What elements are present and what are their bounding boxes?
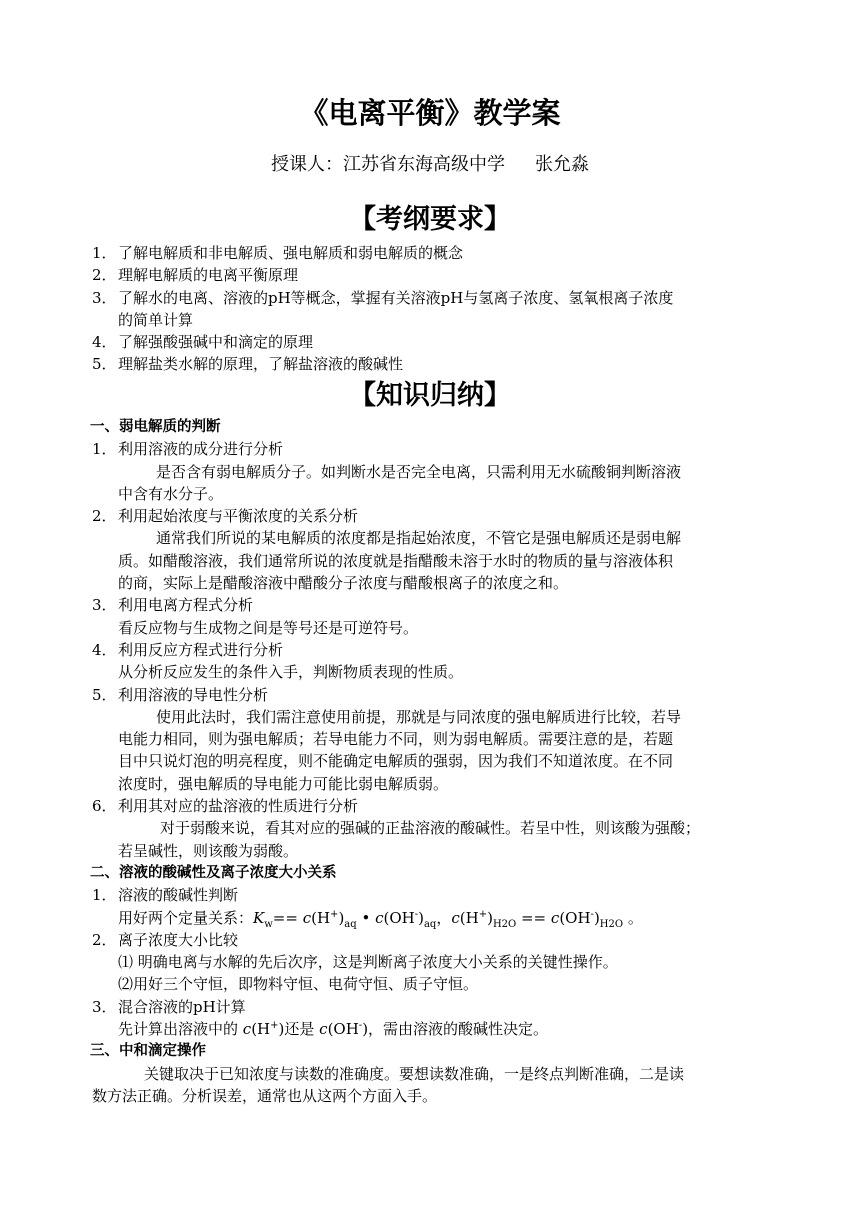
list-item: 3．利用电离方程式分析 <box>92 596 254 615</box>
section-heading-knowledge: 【知识归纳】 <box>349 380 511 411</box>
list-item: 1．溶液的酸碱性判断 <box>92 886 239 905</box>
paragraph-line: ⑴ 明确电离与水解的先后次序，这是判断离子浓度大小关系的关键性操作。 <box>118 953 618 972</box>
paragraph-line: 是否含有弱电解质分子。如判断水是否完全电离，只需利用无水硫酸铜判断溶液 <box>156 462 682 481</box>
formula-line: 用好两个定量关系：$K_w== c(H^+)_{aq}$ • $c(OH^-)_{aq}$，$c(H^+)_{H2O} == c(OH^-)_{H2O}$ 。 <box>118 908 643 930</box>
list-item: 6．利用其对应的盐溶液的性质进行分析 <box>92 797 359 816</box>
list-item: 2．理解电解质的电离平衡原理 <box>92 266 299 285</box>
paragraph-line: 的商，实际上是醋酸溶液中醋酸分子浓度与醋酸根离子的浓度之和。 <box>118 574 569 593</box>
paragraph-line: 电能力相同，则为强电解质；若导电能力不同，则为弱电解质。需要注意的是，若题 <box>118 730 674 749</box>
paragraph-line: 对于弱酸来说，看其对应的强碱的正盐溶液的酸碱性。若呈中性，则该酸为强酸； <box>160 819 701 838</box>
paragraph-line: 数方法正确。分析误差，通常也从这两个方面入手。 <box>92 1086 438 1105</box>
paragraph-line: 看反应物与生成物之间是等号还是可逆符号。 <box>118 618 419 637</box>
knowledge-body <box>92 416 772 1107</box>
list-item: 2．离子浓度大小比较 <box>92 930 239 949</box>
list-item: 3．混合溶液的pH计算 <box>92 997 246 1016</box>
requirements-list <box>92 242 772 376</box>
list-item-continuation: 的简单计算 <box>118 310 194 329</box>
section-heading-requirements: 【考纲要求】 <box>349 204 511 235</box>
author-name: 张允淼 <box>535 154 589 175</box>
list-item: 4．利用反应方程式进行分析 <box>92 640 284 659</box>
paragraph-line: 目中只说灯泡的明亮程度，则不能确定电解质的强弱，因为我们不知道浓度。在不同 <box>118 752 674 771</box>
paragraph-line: ⑵用好三个守恒，即物料守恒、电荷守恒、质子守恒。 <box>118 975 479 994</box>
paragraph-line: 中含有水分子。 <box>118 484 224 503</box>
author-line <box>0 152 860 178</box>
paragraph-line: 若呈碱性，则该酸为弱酸。 <box>118 841 299 860</box>
list-item: 5．利用溶液的导电性分析 <box>92 685 269 704</box>
paragraph-line: 质。如醋酸溶液，我们通常所说的浓度就是指醋酸未溶于水时的物质的量与溶液体积 <box>118 551 674 570</box>
list-item: 3．了解水的电离、溶液的pH等概念，掌握有关溶液pH与氢离子浓度、氢氧根离子浓度 <box>92 288 674 307</box>
author-label: 授课人：江苏省东海高级中学 <box>271 154 505 175</box>
part-title: 三、中和滴定操作 <box>90 1043 206 1060</box>
list-item: 4．了解强酸强碱中和滴定的原理 <box>92 333 314 352</box>
paragraph-line: 使用此法时，我们需注意使用前提，那就是与同浓度的强电解质进行比较，若导 <box>156 707 682 726</box>
part-title: 一、弱电解质的判断 <box>90 419 221 435</box>
list-item: 1．了解电解质和非电解质、强电解质和弱电解质的概念 <box>92 244 464 262</box>
paragraph-line: 关键取决于已知浓度与读数的准确度。要想读数准确，一是终点判断准确，二是读 <box>144 1064 685 1083</box>
part-title: 二、溶液的酸碱性及离子浓度大小关系 <box>90 864 337 881</box>
list-item: 1．利用溶液的成分进行分析 <box>92 440 284 459</box>
paragraph-line: 浓度时，强电解质的导电能力可能比弱电解质弱。 <box>118 774 449 793</box>
paragraph-line: 通常我们所说的某电解质的浓度都是指起始浓度，不管它是强电解质还是弱电解 <box>156 529 682 548</box>
list-item: 2．利用起始浓度与平衡浓度的关系分析 <box>92 507 359 526</box>
paragraph-line: 从分析反应发生的条件入手，判断物质表现的性质。 <box>118 663 464 682</box>
formula-line: 先计算出溶液中的 c(H+)还是 c(OH-)，需由溶液的酸碱性决定。 <box>118 1020 549 1039</box>
list-item: 5．理解盐类水解的原理，了解盐溶液的酸碱性 <box>92 355 404 374</box>
document-title: 《电离平衡》教学案 <box>299 96 561 130</box>
